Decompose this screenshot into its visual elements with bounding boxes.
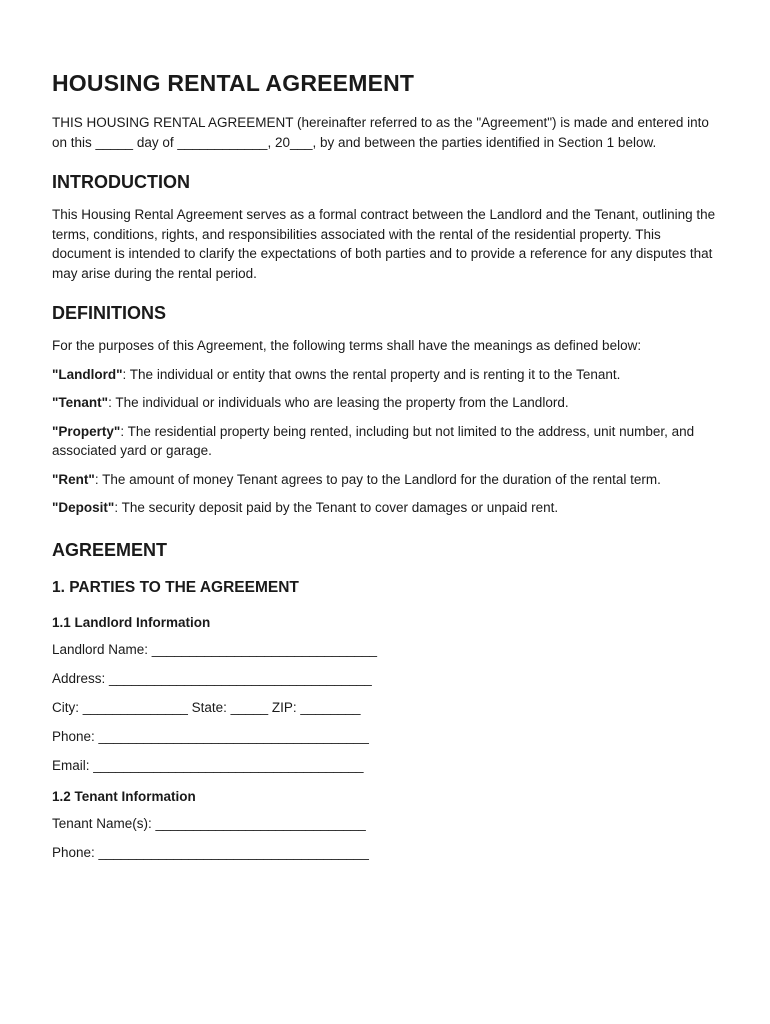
definitions-heading: DEFINITIONS — [52, 303, 167, 323]
definition-landlord — [52, 365, 718, 385]
definition-text: : The residential property being rented, including but not limited to the address, unit number, and associated yard or garage. — [52, 423, 695, 458]
introduction-heading: INTRODUCTION — [52, 172, 190, 192]
document-title: HOUSING RENTAL AGREEMENT — [52, 70, 415, 96]
landlord-email-field[interactable]: Email: ____________________________________ — [52, 757, 364, 773]
landlord-address-field[interactable]: Address: ___________________________________ — [52, 670, 372, 686]
definition-text: : The amount of money Tenant agrees to pay to the Landlord for the duration of the rental term. — [94, 471, 661, 487]
definition-term: "Deposit" — [52, 500, 115, 515]
definition-rent — [52, 470, 718, 490]
parties-heading: 1. PARTIES TO THE AGREEMENT — [52, 578, 299, 596]
definition-text: : The individual or entity that owns the rental property and is renting it to the Tenant. — [122, 366, 621, 382]
tenant-name-field[interactable]: Tenant Name(s): ____________________________ — [52, 816, 366, 831]
definition-deposit — [52, 498, 718, 518]
introduction-paragraph: This Housing Rental Agreement serves as a formal contract between the Landlord and the Tenant, outlining the terms, conditions, rights, and responsibilities associated with the rental of the residential property. This document is intended to clarify the expectations of both parties and to provide a reference for any disputes that may arise during the rental period. — [52, 207, 716, 281]
definition-term: "Property" — [52, 423, 121, 439]
definition-text: : The security deposit paid by the Tenant to cover damages or unpaid rent. — [114, 500, 559, 515]
definitions-lead: For the purposes of this Agreement, the following terms shall have the meanings as defined below: — [52, 338, 642, 353]
landlord-info-heading: 1.1 Landlord Information — [52, 614, 211, 630]
definition-term: "Tenant" — [52, 395, 109, 410]
definition-text: : The individual or individuals who are leasing the property from the Landlord. — [108, 395, 569, 410]
definition-tenant — [52, 393, 718, 413]
definition-term: "Rent" — [52, 471, 95, 487]
landlord-phone-field[interactable]: Phone: ____________________________________ — [52, 728, 369, 744]
tenant-info-heading: 1.2 Tenant Information — [52, 789, 196, 804]
landlord-city-state-zip-field[interactable]: City: ______________ State: _____ ZIP: ________ — [52, 699, 361, 715]
landlord-name-field[interactable]: Landlord Name: ______________________________ — [52, 641, 378, 657]
agreement-heading: AGREEMENT — [52, 539, 168, 560]
preamble-paragraph: THIS HOUSING RENTAL AGREEMENT (hereinafter referred to as the "Agreement") is made and entered into on this _____ day of ____________, 20___, by and between the parties identified in Section 1 below. — [52, 115, 709, 150]
tenant-phone-field[interactable]: Phone: ____________________________________ — [52, 845, 369, 860]
definition-term: "Landlord" — [52, 366, 123, 382]
definition-property — [52, 422, 718, 461]
